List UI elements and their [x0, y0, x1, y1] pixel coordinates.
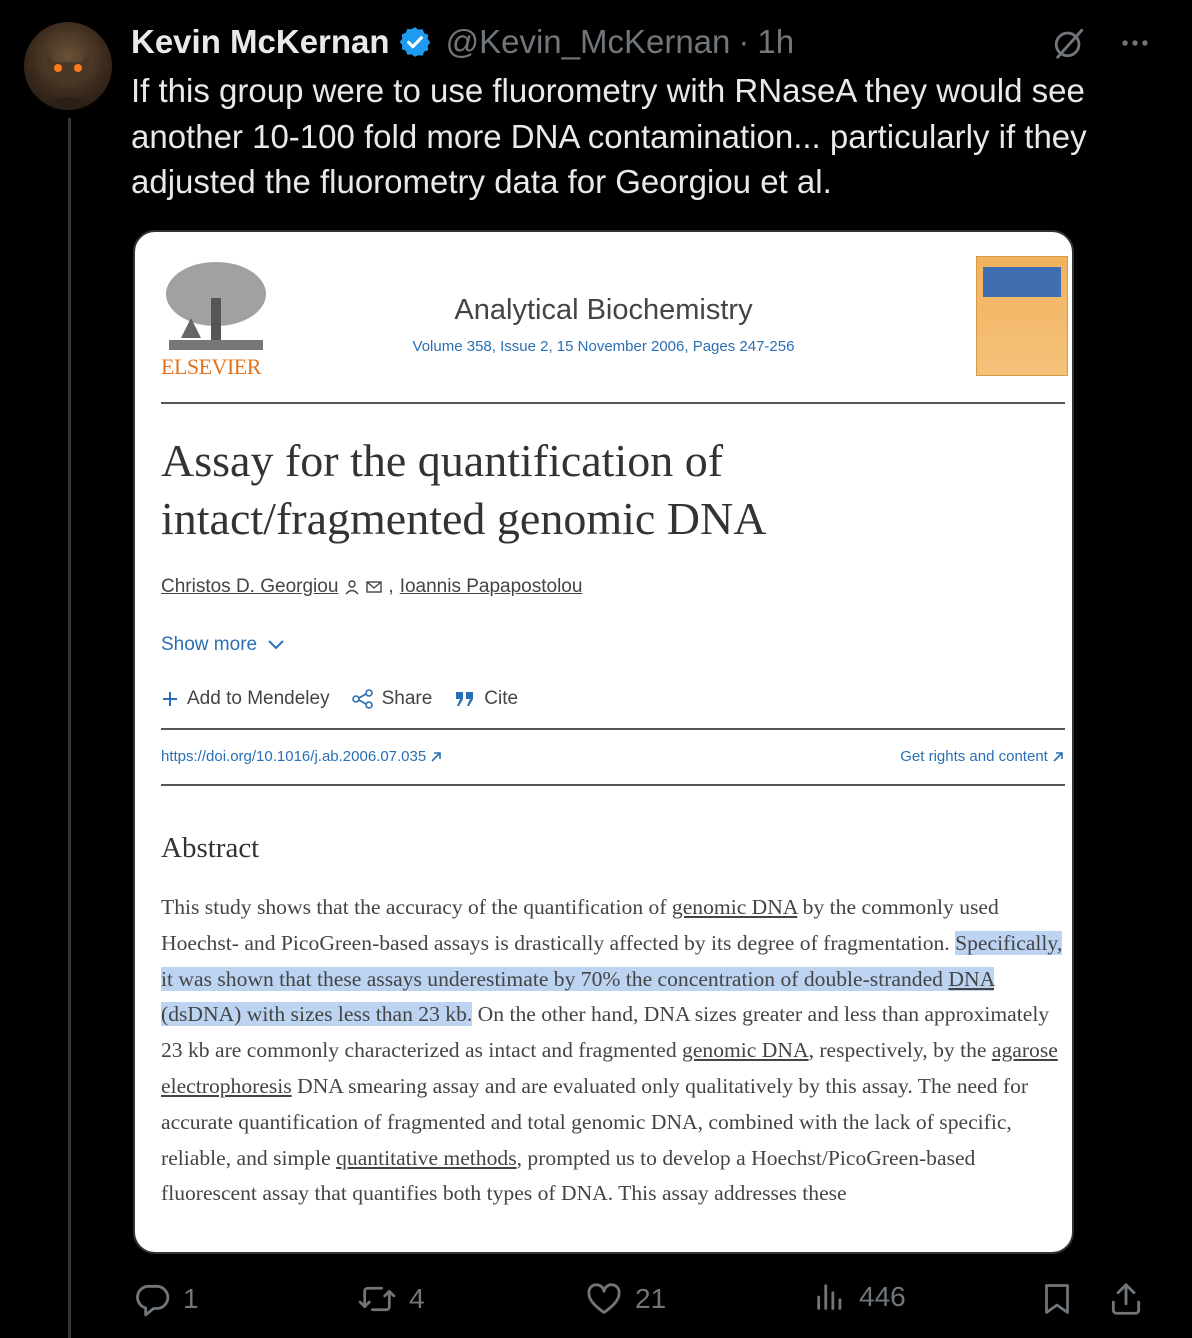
repost-count: 4 — [409, 1283, 425, 1314]
repost-icon — [357, 1280, 397, 1318]
rights-link[interactable] — [900, 748, 1064, 765]
divider — [161, 728, 1065, 730]
tweet-actions — [131, 1280, 1161, 1326]
article-actions — [161, 688, 518, 710]
external-link-icon — [1052, 751, 1064, 763]
link-genomic-dna[interactable]: genomic DNA — [671, 895, 798, 919]
bookmark-button[interactable] — [1039, 1280, 1075, 1318]
bookmark-icon — [1039, 1280, 1075, 1318]
email-icon — [366, 580, 382, 594]
mendeley-label: Add to Mendeley — [187, 688, 330, 709]
abstract-heading: Abstract — [161, 832, 260, 864]
reply-count: 1 — [183, 1283, 199, 1314]
share-tweet-button[interactable] — [1107, 1280, 1145, 1318]
share-icon — [352, 689, 374, 709]
link-genomic-dna[interactable]: genomic DNA — [682, 1038, 809, 1063]
link-agarose[interactable]: agarose — [991, 1038, 1058, 1063]
journal-cover — [976, 256, 1068, 376]
repost-button[interactable] — [357, 1280, 425, 1318]
doi-link[interactable] — [161, 748, 442, 765]
tweet-text: If this group were to use fluorometry with RNaseA they would see another 10-100 fold more DNA contamination... particularly if they adjusted the fluorometry data for Georgiou et al. — [131, 72, 1087, 200]
timestamp[interactable]: 1h — [757, 23, 795, 60]
top-actions — [1052, 26, 1152, 60]
share-button[interactable] — [352, 688, 433, 710]
views-icon — [813, 1280, 847, 1314]
plus-icon — [161, 690, 179, 708]
avatar[interactable] — [24, 22, 112, 110]
author-separator: , — [388, 576, 394, 597]
abstract-text: This study shows that the accuracy of the quantification of genomic DNA by the commonly used Hoechst- and PicoGreen-based assays is drastically affected by its degree of fragmentation. Specifically, it was shown that these assays underestimate by 70% the concentration of double-stranded DNA (dsDNA) with sizes less than 23 kb. On the other hand, DNA sizes greater and less than approximately 23 kb are commonly characterized as intact and fragmented genomic DNA, respectively, by the agarose electrophoresis DNA smearing assay and are evaluated only qualitatively by this assay. The need for accurate quantification of fragmented and total genomic DNA, combined with the lack of specific, reliable, and simple quantitative methods, prompted us to develop a Hoechst/PicoGreen-based fluorescent assay that quantifies both types of DNA. This assay addresses these — [161, 895, 1063, 1206]
highlighted-text: Specifically, it was shown that these assays underestimate by 70% the concentration of double-stranded — [161, 930, 1063, 991]
journal-volume[interactable]: Volume 358, Issue 2, 15 November 2006, Pages 247-256 — [412, 338, 795, 355]
link-electrophoresis[interactable]: electrophoresis — [161, 1073, 292, 1098]
author-handle[interactable]: @Kevin_McKernan — [445, 23, 731, 60]
add-to-mendeley-button[interactable] — [161, 688, 330, 710]
cite-button[interactable] — [454, 688, 518, 710]
divider — [161, 402, 1065, 404]
rights-text: Get rights and content — [900, 748, 1048, 765]
highlighted-text: (dsDNA) with sizes less than 23 kb. — [161, 1002, 473, 1027]
divider — [161, 784, 1065, 786]
like-button[interactable] — [585, 1280, 666, 1318]
author-name[interactable]: Kevin McKernan — [131, 23, 390, 60]
show-more-label: Show more — [161, 634, 258, 655]
doi-text: https://doi.org/10.1016/j.ab.2006.07.035 — [161, 748, 427, 765]
cite-label: Cite — [484, 688, 519, 709]
article-title: Assay for the quantification of intact/fragmented genomic DNA — [161, 435, 767, 544]
like-count: 21 — [635, 1283, 667, 1314]
elsevier-wordmark: ELSEVIER — [161, 354, 261, 379]
more-icon[interactable] — [1118, 26, 1152, 60]
upload-share-icon — [1107, 1280, 1145, 1318]
quote-icon — [454, 690, 476, 708]
views-button[interactable] — [813, 1280, 906, 1314]
show-more-link[interactable] — [161, 634, 285, 656]
chevron-down-icon — [267, 639, 285, 651]
author-2[interactable]: Ioannis Papapostolou — [399, 576, 583, 597]
person-icon — [344, 579, 360, 595]
thread-line — [68, 118, 71, 1338]
link-dna[interactable]: DNA — [948, 966, 994, 991]
grok-icon[interactable] — [1052, 26, 1086, 60]
paper-screenshot — [135, 232, 1072, 1252]
authors — [161, 576, 582, 598]
link-quantitative-methods[interactable]: quantitative methods — [336, 1145, 517, 1170]
view-count: 446 — [859, 1281, 906, 1312]
attached-image[interactable] — [133, 230, 1074, 1254]
separator-dot: · — [738, 23, 750, 60]
share-label: Share — [381, 688, 433, 709]
reply-button[interactable] — [133, 1280, 199, 1318]
reply-icon — [133, 1280, 171, 1318]
verified-icon — [398, 25, 432, 59]
heart-icon — [585, 1280, 623, 1318]
tweet-header — [131, 20, 794, 64]
journal-title[interactable]: Analytical Biochemistry — [454, 294, 753, 326]
author-1[interactable]: Christos D. Georgiou — [161, 576, 339, 597]
external-link-icon — [430, 751, 442, 763]
